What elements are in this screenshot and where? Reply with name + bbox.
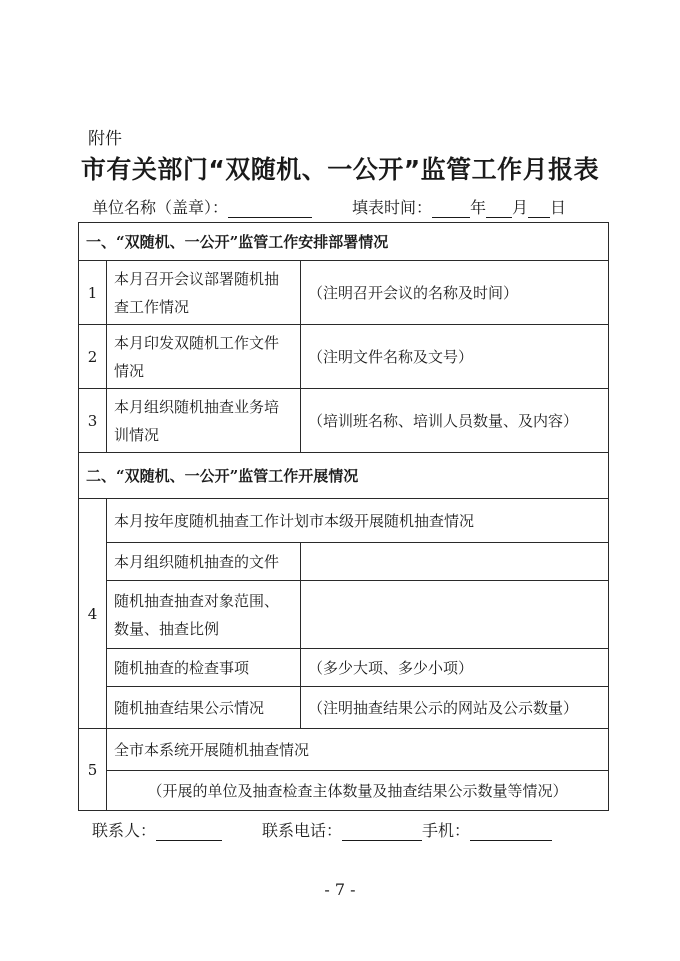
unit-name-field (92, 195, 312, 218)
mobile-label: 手机： (422, 821, 471, 840)
item-note[interactable] (301, 543, 609, 581)
phone-blank[interactable] (342, 822, 422, 841)
contact-blank[interactable] (156, 822, 222, 841)
fill-time-field (352, 195, 566, 218)
attachment-label: 附件 (88, 129, 122, 149)
table-row (79, 543, 609, 581)
table-row (79, 729, 609, 771)
month-label: 月 (512, 198, 529, 217)
table-row (79, 771, 609, 811)
row-number: 3 (79, 389, 107, 453)
item-note[interactable]: （注明文件名称及文号） (301, 325, 609, 389)
table-row (79, 389, 609, 453)
section2-heading-row (79, 453, 609, 499)
unit-name-blank[interactable] (228, 199, 312, 218)
table-row (79, 649, 609, 687)
month-blank[interactable] (486, 199, 512, 218)
item-label: 随机抽查抽查对象范围、数量、抽查比例 (107, 581, 301, 649)
day-blank[interactable] (528, 199, 550, 218)
item-note[interactable]: （多少大项、多少小项） (301, 649, 609, 687)
fill-time-label: 填表时间： (352, 198, 433, 217)
table-row (79, 581, 609, 649)
page-title: 市有关部门“双随机、一公开”监管工作月报表 (80, 155, 600, 184)
contact-label: 联系人： (92, 821, 157, 840)
table-row (79, 499, 609, 543)
phone-field (262, 818, 552, 841)
item-label: 本月组织随机抽查的文件 (107, 543, 301, 581)
phone-label: 联系电话： (262, 821, 343, 840)
row4-title: 本月按年度随机抽查工作计划市本级开展随机抽查情况 (107, 499, 609, 543)
row-number: 2 (79, 325, 107, 389)
row-number: 1 (79, 261, 107, 325)
item-label: 本月召开会议部署随机抽查工作情况 (107, 261, 301, 325)
table-row (79, 261, 609, 325)
contact-field (92, 818, 222, 841)
year-blank[interactable] (432, 199, 470, 218)
report-table (78, 222, 609, 811)
item-note[interactable]: （注明召开会议的名称及时间） (301, 261, 609, 325)
year-label: 年 (470, 198, 487, 217)
table-row (79, 325, 609, 389)
row-number: 5 (79, 729, 107, 811)
item-note[interactable] (301, 581, 609, 649)
row-number: 4 (79, 499, 107, 729)
item-label: 本月印发双随机工作文件情况 (107, 325, 301, 389)
section1-heading: 一、“双随机、一公开”监管工作安排部署情况 (79, 223, 609, 261)
section2-heading: 二、“双随机、一公开”监管工作开展情况 (79, 453, 609, 499)
item-note[interactable]: （培训班名称、培训人员数量、及内容） (301, 389, 609, 453)
unit-name-label: 单位名称（盖章）： (92, 198, 229, 217)
page-number: - 7 - (324, 880, 356, 899)
item-note[interactable]: （注明抽查结果公示的网站及公示数量） (301, 687, 609, 729)
item-label: 随机抽查的检查事项 (107, 649, 301, 687)
item-label: 本月组织随机抽查业务培训情况 (107, 389, 301, 453)
row5-note[interactable]: （开展的单位及抽查检查主体数量及抽查结果公示数量等情况） (107, 771, 609, 811)
item-label: 随机抽查结果公示情况 (107, 687, 301, 729)
section1-heading-row (79, 223, 609, 261)
row5-title: 全市本系统开展随机抽查情况 (107, 729, 609, 771)
mobile-blank[interactable] (470, 822, 552, 841)
day-label: 日 (550, 198, 567, 217)
table-row (79, 687, 609, 729)
